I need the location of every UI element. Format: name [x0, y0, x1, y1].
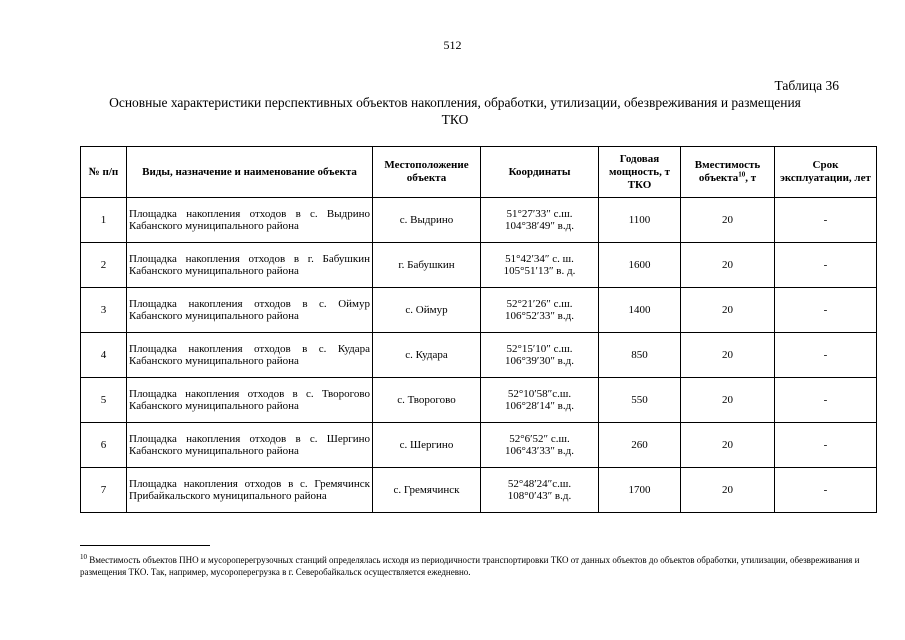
- cell-num: 2: [81, 243, 127, 288]
- cell-volume: 20: [681, 333, 775, 378]
- cell-num: 1: [81, 198, 127, 243]
- cell-period: -: [775, 378, 877, 423]
- cell-coords: [481, 198, 599, 243]
- table-row: [81, 333, 877, 378]
- cell-capacity: 850: [599, 333, 681, 378]
- col-header-name: Виды, назначение и наименование объекта: [127, 147, 373, 198]
- cell-period: -: [775, 423, 877, 468]
- cell-longitude: 106°39′30″ в.д.: [505, 355, 574, 367]
- cell-period: -: [775, 333, 877, 378]
- table-row: [81, 468, 877, 513]
- footnote-marker: 10: [80, 553, 87, 561]
- col-header-period: Срок эксплуатации, лет: [775, 147, 877, 198]
- cell-location: с. Кудара: [373, 333, 481, 378]
- col-header-volume: [681, 147, 775, 198]
- cell-latitude: 52°10′58″с.ш.: [507, 387, 572, 400]
- cell-volume: 20: [681, 198, 775, 243]
- cell-location: г. Бабушкин: [373, 243, 481, 288]
- table-row: [81, 378, 877, 423]
- cell-capacity: 550: [599, 378, 681, 423]
- cell-num: 3: [81, 288, 127, 333]
- cell-capacity: 1100: [599, 198, 681, 243]
- footnote-rule: [80, 545, 210, 546]
- footnote: [80, 554, 860, 578]
- cell-location: с. Выдрино: [373, 198, 481, 243]
- cell-volume: 20: [681, 378, 775, 423]
- table-header-row: [81, 147, 877, 198]
- cell-coords: [481, 333, 599, 378]
- cell-longitude: 108°0′43″ в.д.: [507, 490, 572, 502]
- col-header-volume-text: Вместимость объекта: [694, 159, 761, 184]
- cell-capacity: 1400: [599, 288, 681, 333]
- cell-longitude: 106°52′33″ в.д.: [505, 310, 574, 322]
- cell-latitude: 52°15′10″ с.ш.: [506, 342, 573, 355]
- cell-longitude: 106°43′33″ в.д.: [505, 445, 574, 457]
- cell-latitude: 52°6′52″ с.ш.: [509, 432, 570, 445]
- cell-num: 7: [81, 468, 127, 513]
- cell-volume: 20: [681, 243, 775, 288]
- col-header-coords: Координаты: [481, 147, 599, 198]
- cell-name: Площадка накопления отходов в с. Шергино Кабанского муниципального района: [127, 423, 373, 468]
- cell-longitude: 106°28′14″ в.д.: [505, 400, 574, 412]
- cell-location: с. Творогово: [373, 378, 481, 423]
- cell-period: -: [775, 198, 877, 243]
- footnote-text: Вместимость объектов ПНО и мусороперегрузочных станций определялась исходя из периодичности транспортировки ТКО от данных объектов до объектов обработки, утилизации, обезвреживания и размещения ТКО. Так, например, мусороперегрузка в г. Северобайкальск осуществляется ежедневно.: [80, 555, 860, 577]
- table-row: [81, 243, 877, 288]
- cell-period: -: [775, 243, 877, 288]
- cell-period: -: [775, 288, 877, 333]
- cell-period: -: [775, 468, 877, 513]
- cell-name: Площадка накопления отходов в с. Гремячинск Прибайкальского муниципального района: [127, 468, 373, 513]
- table-title: Основные характеристики перспективных объектов накопления, обработки, утилизации, обезвреживания и размещения ТКО: [109, 95, 801, 127]
- cell-latitude: 51°42′34″ с. ш.: [505, 252, 574, 265]
- cell-location: с. Шергино: [373, 423, 481, 468]
- col-header-num: № п/п: [81, 147, 127, 198]
- cell-latitude: 52°21′26″ с.ш.: [506, 297, 573, 310]
- cell-capacity: 1700: [599, 468, 681, 513]
- col-header-location: Местоположение объекта: [373, 147, 481, 198]
- table-row: [81, 423, 877, 468]
- table-label: Таблица 36: [774, 78, 839, 93]
- cell-coords: [481, 468, 599, 513]
- cell-coords: [481, 243, 599, 288]
- cell-latitude: 52°48′24″с.ш.: [507, 477, 572, 490]
- cell-name: Площадка накопления отходов в г. Бабушкин Кабанского муниципального района: [127, 243, 373, 288]
- cell-latitude: 51°27′33″ с.ш.: [506, 207, 573, 220]
- cell-volume: 20: [681, 288, 775, 333]
- cell-coords: [481, 423, 599, 468]
- cell-name: Площадка накопления отходов в с. Оймур Кабанского муниципального района: [127, 288, 373, 333]
- cell-coords: [481, 378, 599, 423]
- cell-volume: 20: [681, 423, 775, 468]
- cell-name: Площадка накопления отходов в с. Выдрино Кабанского муниципального района: [127, 198, 373, 243]
- cell-longitude: 104°38′49″ в.д.: [505, 220, 574, 232]
- page-number: 512: [443, 38, 462, 52]
- cell-location: с. Оймур: [373, 288, 481, 333]
- col-header-volume-unit: , т: [745, 172, 757, 184]
- cell-capacity: 1600: [599, 243, 681, 288]
- cell-coords: [481, 288, 599, 333]
- col-header-capacity: Годовая мощность, т ТКО: [599, 147, 681, 198]
- cell-capacity: 260: [599, 423, 681, 468]
- cell-volume: 20: [681, 468, 775, 513]
- cell-name: Площадка накопления отходов в с. Творогово Кабанского муниципального района: [127, 378, 373, 423]
- cell-num: 6: [81, 423, 127, 468]
- footnote-ref: 10: [738, 170, 746, 179]
- cell-num: 5: [81, 378, 127, 423]
- table-row: [81, 198, 877, 243]
- cell-location: с. Гремячинск: [373, 468, 481, 513]
- cell-name: Площадка накопления отходов в с. Кудара Кабанского муниципального района: [127, 333, 373, 378]
- facilities-table: [80, 146, 877, 513]
- table-row: [81, 288, 877, 333]
- cell-longitude: 105°51′13″ в. д.: [503, 265, 576, 277]
- cell-num: 4: [81, 333, 127, 378]
